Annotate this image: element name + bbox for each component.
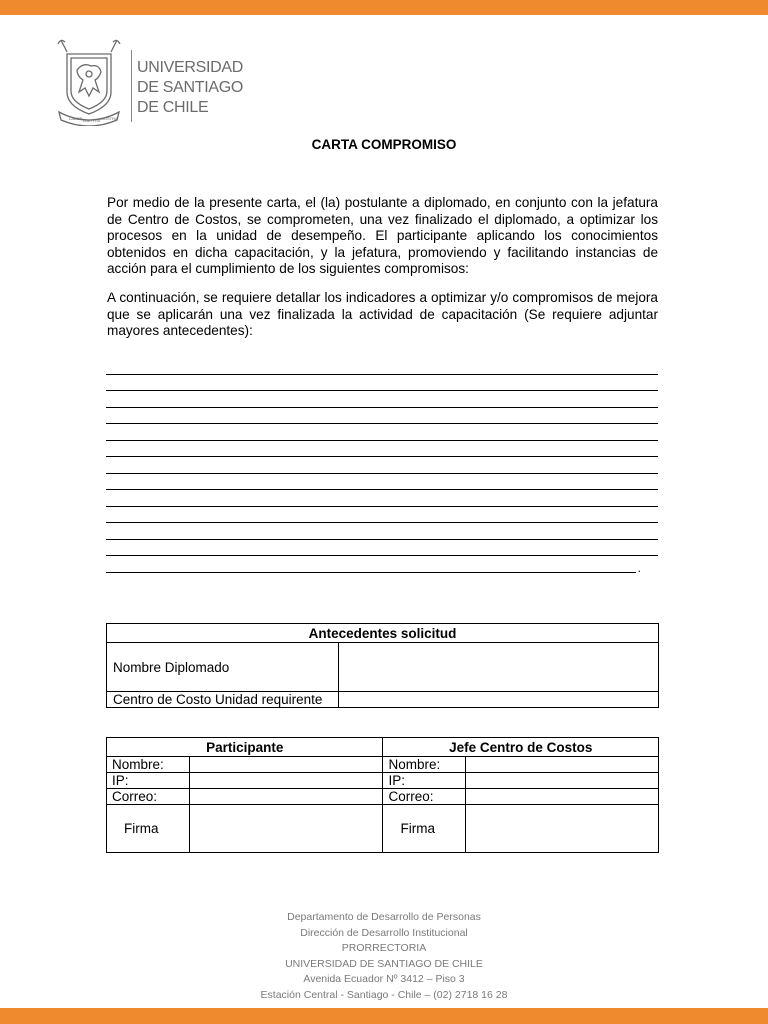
- jefe-firma-label: Firma: [383, 805, 466, 853]
- university-name-line2: DE SANTIAGO: [137, 79, 244, 96]
- footer-line6: Estación Central - Santiago - Chile – (02) 2718 16 28: [260, 988, 508, 1001]
- signatures-table: [106, 737, 659, 853]
- participante-firma-label: Firma: [107, 805, 190, 853]
- logo-divider: [131, 50, 132, 122]
- instructions-paragraph: A continuación, se requiere detallar los indicadores a optimizar y/o compromisos de mejora que se aplicarán una vez finalizada la actividad de capacitación (Se requiere adjuntar mayores antecedentes):: [107, 290, 658, 339]
- fill-line[interactable]: [106, 441, 658, 458]
- fill-line[interactable]: [106, 424, 658, 441]
- centro-costo-label: Centro de Costo Unidad requirente: [107, 692, 339, 708]
- footer-line4: UNIVERSIDAD DE SANTIAGO DE CHILE: [285, 957, 483, 970]
- footer-line1: Departamento de Desarrollo de Personas: [287, 911, 481, 923]
- jefe-correo-label: Correo:: [383, 789, 466, 805]
- jefe-ip-field[interactable]: [466, 773, 659, 789]
- jefe-correo-field[interactable]: [466, 789, 659, 805]
- antecedentes-table: [106, 623, 659, 708]
- participante-correo-field[interactable]: [189, 789, 383, 805]
- footer-line3: PRORRECTORIA: [341, 942, 427, 954]
- university-name-line1: UNIVERSIDAD: [137, 59, 244, 76]
- fill-line[interactable]: [106, 408, 658, 425]
- fill-line[interactable]: [106, 556, 641, 575]
- centro-costo-field[interactable]: [339, 692, 659, 708]
- university-seal-icon: [55, 36, 123, 126]
- participante-ip-field[interactable]: [189, 773, 383, 789]
- nombre-diplomado-label: Nombre Diplomado: [107, 643, 339, 692]
- fill-line[interactable]: [106, 358, 658, 375]
- fill-line[interactable]: [106, 540, 658, 557]
- participante-correo-label: Correo:: [107, 789, 190, 805]
- top-accent-bar: [0, 0, 768, 15]
- jefe-firma-field[interactable]: [466, 805, 659, 853]
- fill-line-period: .: [637, 560, 641, 575]
- footer-line5: Avenida Ecuador Nº 3412 – Piso 3: [303, 973, 465, 985]
- footer-line2: Dirección de Desarrollo Institucional: [300, 926, 468, 939]
- participante-firma-field[interactable]: [189, 805, 383, 853]
- jefe-header: Jefe Centro de Costos: [383, 738, 659, 757]
- commitment-fill-lines[interactable]: [106, 358, 658, 573]
- jefe-ip-label: IP:: [383, 773, 466, 789]
- participante-ip-label: IP:: [107, 773, 190, 789]
- university-name-line3: DE CHILE: [137, 99, 209, 116]
- document-title: CARTA COMPROMISO: [311, 137, 457, 152]
- fill-line[interactable]: [106, 375, 658, 392]
- antecedentes-header: Antecedentes solicitud: [107, 624, 659, 643]
- participante-nombre-field[interactable]: [189, 757, 383, 773]
- university-logo: [55, 36, 245, 128]
- university-name: [137, 58, 243, 118]
- fill-line[interactable]: [106, 507, 658, 524]
- participante-nombre-label: Nombre:: [107, 757, 190, 773]
- jefe-nombre-field[interactable]: [466, 757, 659, 773]
- svg-text:NOSTRA: NOSTRA: [101, 116, 118, 121]
- bottom-accent-bar: [0, 1008, 768, 1024]
- footer-address: [0, 910, 768, 1003]
- svg-text:LABOR: LABOR: [69, 116, 83, 121]
- nombre-diplomado-field[interactable]: [339, 643, 659, 692]
- jefe-nombre-label: Nombre:: [383, 757, 466, 773]
- fill-line[interactable]: [106, 523, 658, 540]
- intro-paragraph: Por medio de la presente carta, el (la) postulante a diplomado, en conjunto con la jefatura de Centro de Costos, se comprometen, una vez finalizado el diplomado, a optimizar los procesos en la unidad de desempeño. El participante aplicando los conocimientos obtenidos en dicha capacitación, y la jefatura, promoviendo y facilitando instancias de acción para el cumplimiento de los siguientes compromisos:: [107, 195, 658, 277]
- fill-line[interactable]: [106, 457, 658, 474]
- fill-line[interactable]: [106, 490, 658, 507]
- participante-header: Participante: [107, 738, 383, 757]
- fill-line[interactable]: [106, 391, 658, 408]
- svg-text:LAETITIA: LAETITIA: [83, 118, 101, 123]
- fill-line[interactable]: [106, 474, 658, 491]
